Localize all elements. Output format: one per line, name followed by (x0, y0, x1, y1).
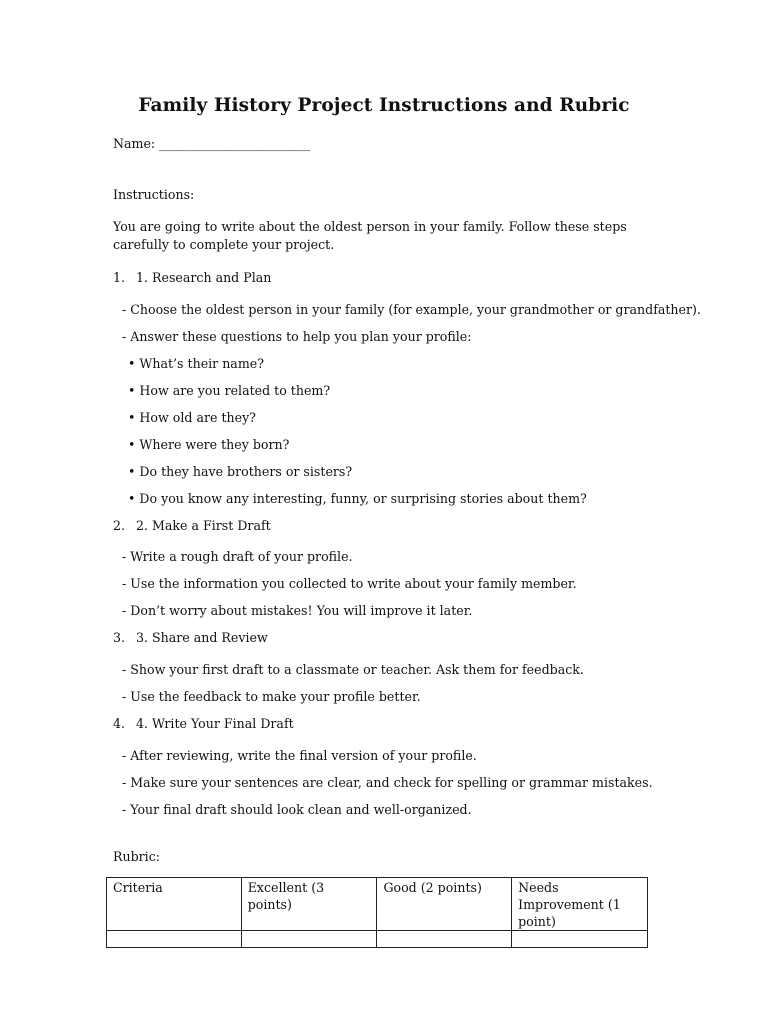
rubric-header-row (107, 878, 648, 931)
instructions-heading: Instructions: (113, 187, 195, 202)
question-item: • Do they have brothers or sisters? (128, 464, 353, 479)
step-2-item-2: - Use the information you collected to write about your family member. (122, 576, 577, 591)
step-1-number: 1. (113, 270, 126, 285)
rubric-cell (241, 931, 377, 948)
step-2-item-1: - Write a rough draft of your profile. (122, 549, 353, 564)
name-field-line: Name: ________________________ (113, 136, 311, 151)
step-3-item-2: - Use the feedback to make your profile better. (122, 689, 421, 704)
question-item: • How are you related to them? (128, 383, 331, 398)
rubric-header-good: Good (2 points) (377, 878, 512, 931)
question-item: • Do you know any interesting, funny, or surprising stories about them? (128, 491, 587, 506)
step-3-item-1: - Show your first draft to a classmate or teacher. Ask them for feedback. (122, 662, 584, 677)
rubric-cell (377, 931, 512, 948)
step-4-label: 4. Write Your Final Draft (136, 716, 294, 731)
step-3-label: 3. Share and Review (136, 630, 268, 645)
question-item: • Where were they born? (128, 437, 290, 452)
page-title: Family History Project Instructions and Rubric (138, 95, 630, 116)
step-4-number: 4. (113, 716, 126, 731)
step-1-label: 1. Research and Plan (136, 270, 272, 285)
rubric-table (106, 877, 648, 948)
step-3-number: 3. (113, 630, 126, 645)
step-4-item-1: - After reviewing, write the final version of your profile. (122, 748, 477, 763)
question-item: • What’s their name? (128, 356, 264, 371)
step-2-label: 2. Make a First Draft (136, 518, 271, 533)
intro-paragraph: You are going to write about the oldest person in your family. Follow these steps carefully to complete your project. (113, 219, 627, 252)
step-2-number: 2. (113, 518, 126, 533)
step-4-item-2: - Make sure your sentences are clear, and check for spelling or grammar mistakes. (122, 775, 653, 790)
rubric-heading: Rubric: (113, 849, 160, 864)
step-4-item-3: - Your final draft should look clean and well-organized. (122, 802, 472, 817)
question-item: • How old are they? (128, 410, 256, 425)
step-2-item-3: - Don’t worry about mistakes! You will improve it later. (122, 603, 473, 618)
rubric-header-criteria: Criteria (107, 878, 242, 931)
rubric-empty-row (107, 931, 648, 948)
step-1-item-2: - Answer these questions to help you plan your profile: (122, 329, 472, 344)
step-1-item-1: - Choose the oldest person in your family (for example, your grandmother or grandfather). (122, 302, 701, 317)
rubric-header-needs-improvement: Needs Improvement (1 point) (512, 878, 648, 931)
rubric-cell (512, 931, 648, 948)
rubric-header-excellent: Excellent (3 points) (241, 878, 377, 931)
rubric-cell (107, 931, 242, 948)
